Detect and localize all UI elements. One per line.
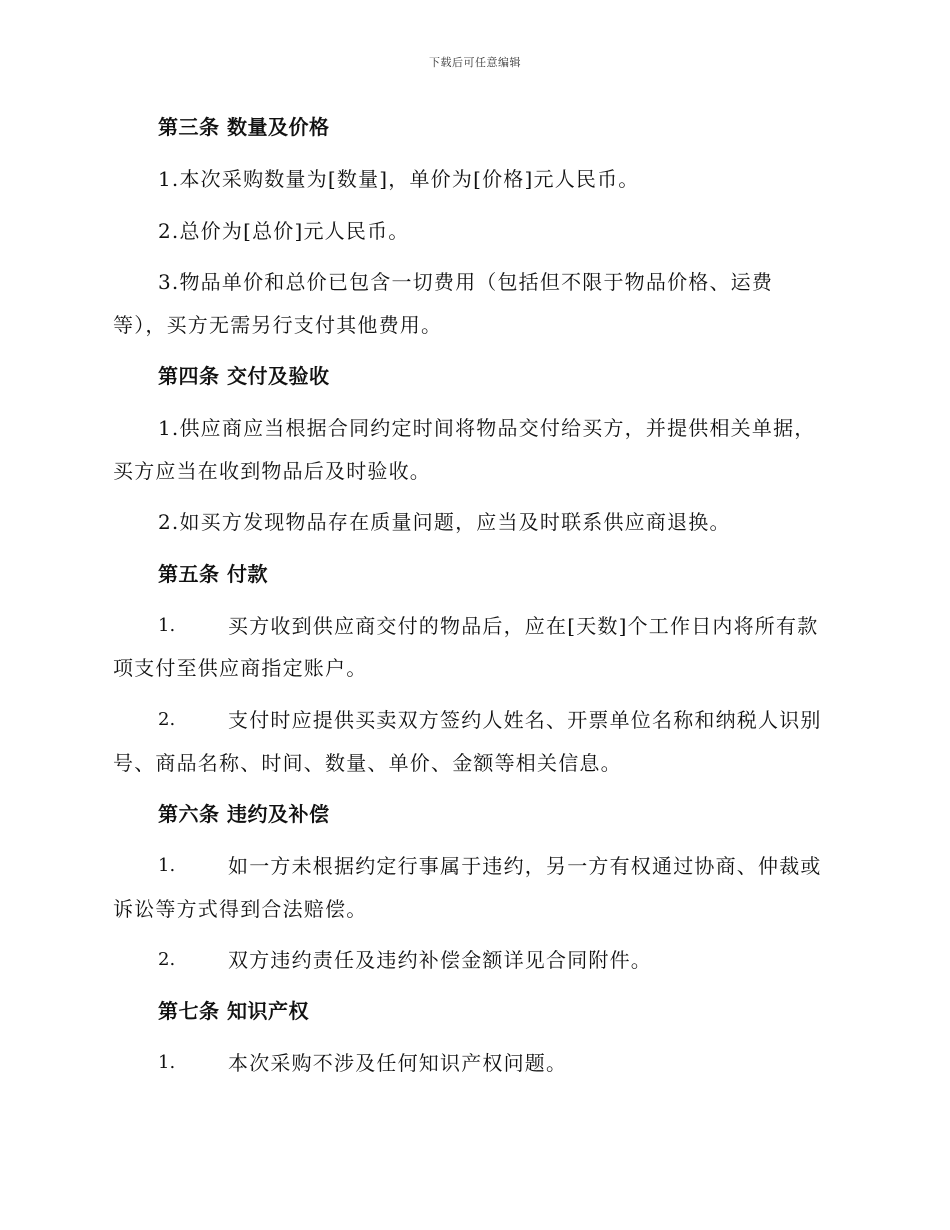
paragraph-line: 1.供应商应当根据合同约定时间将物品交付给买方，并提供相关单据， (158, 416, 816, 440)
list-number: 1. (158, 855, 176, 876)
paragraph-line: 支付时应提供买卖双方签约人姓名、开票单位名称和纳税人识别 (228, 708, 822, 732)
paragraph-line: 如一方未根据约定行事属于违约，另一方有权通过协商、仲裁或 (228, 854, 822, 878)
paragraph-line: 双方违约责任及违约补偿金额详见合同附件。 (228, 948, 652, 972)
paragraph-line: 等），买方无需另行支付其他费用。 (113, 313, 443, 337)
paragraph-line: 3.物品单价和总价已包含一切费用（包括但不限于物品价格、运费 (158, 270, 774, 294)
list-number: 2. (158, 949, 176, 970)
paragraph-line: 2.如买方发现物品存在质量问题，应当及时联系供应商退换。 (158, 510, 731, 534)
paragraph-line: 号、商品名称、时间、数量、单价、金额等相关信息。 (113, 751, 622, 775)
section-title-6: 第六条 违约及补偿 (158, 802, 330, 826)
paragraph-line: 诉讼等方式得到合法赔偿。 (113, 897, 368, 921)
paragraph-line: 2.总价为[总价]元人民币。 (158, 219, 410, 243)
page-header: 下载后可任意编辑 (429, 56, 521, 69)
paragraph-line: 本次采购不涉及任何知识产权问题。 (228, 1051, 568, 1075)
paragraph-line: 买方收到供应商交付的物品后，应在[天数]个工作日内将所有款 (228, 614, 819, 638)
section-title-3: 第三条 数量及价格 (158, 115, 330, 139)
paragraph-line: 项支付至供应商指定账户。 (113, 656, 368, 680)
section-title-4: 第四条 交付及验收 (158, 364, 330, 388)
section-title-5: 第五条 付款 (158, 562, 268, 586)
list-number: 1. (158, 1052, 176, 1073)
list-number: 1. (158, 615, 176, 636)
paragraph-line: 买方应当在收到物品后及时验收。 (113, 459, 431, 483)
section-title-7: 第七条 知识产权 (158, 999, 309, 1023)
paragraph-line: 1.本次采购数量为[数量]，单价为[价格]元人民币。 (158, 167, 640, 191)
list-number: 2. (158, 709, 176, 730)
